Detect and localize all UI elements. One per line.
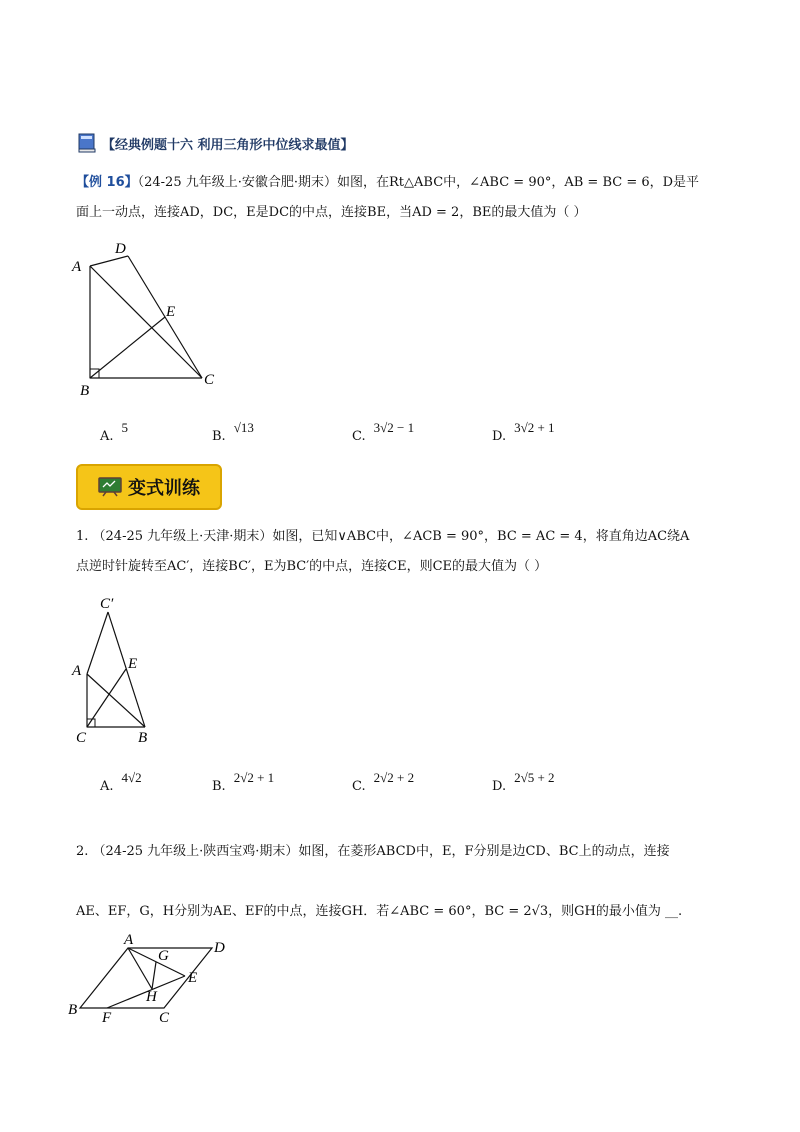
example16-figure [70, 238, 230, 403]
question2-figure [66, 932, 236, 1022]
book-icon [76, 132, 98, 154]
example16-option-b: B.√13 [212, 420, 254, 444]
label-A: A [72, 663, 82, 679]
example16-text [76, 168, 736, 228]
example16-option-a: A.5 [100, 420, 129, 444]
label-B: B [138, 730, 148, 746]
question1-figure [70, 592, 180, 747]
label-D: D [214, 940, 225, 956]
label-C-prime: C′ [100, 596, 114, 612]
label-B: B [80, 383, 90, 399]
label-C: C [159, 1010, 170, 1022]
example16-line2: 面上一动点，连接AD，DC，E是DC的中点，连接BE，当AD = 2，BE的最大值为（ ） [76, 205, 587, 220]
question1-line2: 点逆时针旋转至AC′，连接BC′，E为BC′的中点，连接CE，则CE的最大值为（ ） [76, 559, 548, 574]
label-H: H [146, 989, 157, 1005]
section-title [76, 132, 354, 154]
practice-banner [76, 464, 222, 510]
question1-text [76, 522, 736, 582]
section-title-text: 【经典例题十六 利用三角形中位线求最值】 [102, 137, 354, 153]
label-A: A [124, 932, 134, 948]
question2-line2: AE、EF，G，H分别为AE、EF的中点，连接GH．若∠ABC = 60°，BC = 2√3，则GH的最小值为 __. [76, 904, 683, 919]
example16-option-c: C.3√2 − 1 [352, 420, 415, 444]
question1-option-a: A.4√2 [100, 770, 142, 794]
example16-option-d: D.3√2 + 1 [492, 420, 555, 444]
label-E: E [188, 970, 198, 986]
question1-option-b: B.2√2 + 1 [212, 770, 275, 794]
label-C: C [76, 730, 87, 746]
label-D: D [115, 241, 126, 257]
label-C: C [204, 372, 215, 388]
label-E: E [166, 304, 176, 320]
label-B: B [68, 1002, 78, 1018]
question2-line1: 2. （24-25 九年级上·陕西宝鸡·期末）如图，在菱形ABCD中，E，F分别是边CD、BC上的动点，连接 [76, 844, 670, 859]
example16-line1: （24-25 九年级上·安徽合肥·期末）如图，在Rt△ABC中，∠ABC = 90°，AB = BC = 6，D是平 [137, 175, 700, 190]
question1-option-d: D.2√5 + 2 [492, 770, 555, 794]
practice-banner-label: 变式训练 [128, 478, 200, 499]
label-E: E [128, 656, 138, 672]
label-G: G [158, 948, 169, 964]
example-tag: 【例 16】 [76, 175, 138, 190]
label-F: F [102, 1010, 112, 1022]
question1-line1: 1. （24-25 九年级上·天津·期末）如图，已知∨ABC中，∠ACB = 90°，BC = AC = 4，将直角边AC绕A [76, 529, 690, 544]
question2-text [76, 822, 736, 942]
question1-option-c: C.2√2 + 2 [352, 770, 415, 794]
label-A: A [72, 259, 82, 275]
chalkboard-icon [98, 477, 122, 497]
